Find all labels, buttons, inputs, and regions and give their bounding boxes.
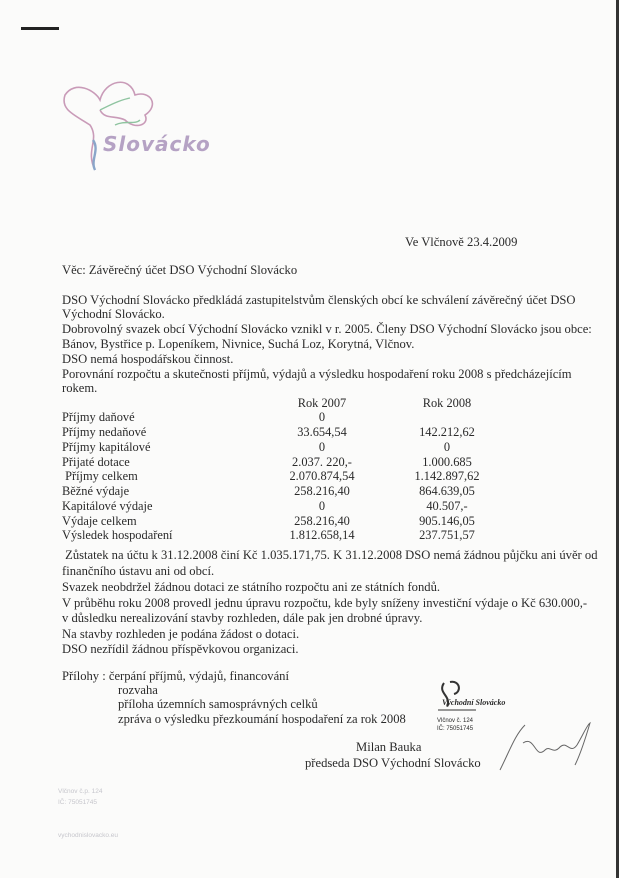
value-2008: 0: [443, 440, 451, 454]
row-label: Běžné výdaje: [62, 484, 130, 498]
scan-mark: [21, 27, 59, 30]
table-row: [62, 455, 582, 470]
value-2007: 2.070.874,54: [289, 469, 355, 483]
attachment-item: zpráva o výsledku přezkoumání hospodaření za rok 2008: [118, 712, 406, 726]
text-line: Svazek neobdržel žádnou dotaci ze státního rozpočtu ani ze státních fondů.: [62, 580, 441, 594]
table-row: [62, 469, 582, 484]
footer-line: Vlčnov č.p. 124: [58, 788, 103, 795]
text-line: Východní Slovácko.: [62, 307, 165, 321]
table-row: [62, 484, 582, 499]
value-2008: 40.507,-: [426, 499, 468, 513]
logo-text: Slovácko: [103, 132, 211, 156]
footer-line: vychodnislovacko.eu: [58, 832, 118, 839]
text-line: DSO nezřídil žádnou příspěvkovou organizaci.: [62, 642, 299, 656]
value-2007: 0: [318, 410, 326, 424]
table-row: [62, 425, 582, 440]
row-label: Příjmy kapitálové: [62, 440, 151, 454]
table-row: [62, 514, 582, 529]
text-line: v důsledku nerealizování stavby rozhleden, dále pak jen drobné úpravy.: [62, 611, 423, 625]
stamp-address: Vlčnov č. 124: [437, 718, 474, 724]
date-line: Ve Vlčnově 23.4.2009: [405, 235, 518, 249]
row-label: Příjmy nedaňové: [62, 425, 147, 439]
text-line: Zůstatek na účtu k 31.12.2008 činí Kč 1.035.171,75. K 31.12.2008 DSO nemá žádnou půjčku ani úvěr od: [62, 548, 598, 562]
value-2008: 1.142.897,62: [414, 469, 480, 483]
column-header: Rok 2007: [297, 396, 347, 410]
signatory-name: Milan Bauka: [356, 740, 422, 754]
text-line: DSO Východní Slovácko předkládá zastupitelstvům členských obcí ke schválení závěrečný účet DSO: [62, 293, 576, 307]
value-2007: 2.037. 220,-: [292, 455, 352, 469]
footer-contact: [58, 786, 118, 841]
value-2008: 237.751,57: [419, 528, 475, 542]
text-line: DSO nemá hospodářskou činnost.: [62, 352, 234, 366]
stamp-ic: IČ: 75051745: [437, 726, 474, 732]
text-line: Bánov, Bystřice p. Lopeníkem, Nivnice, Suchá Loz, Korytná, Vlčnov.: [62, 337, 415, 351]
attachment-item: rozvaha: [118, 683, 158, 697]
attachment-item: příloha územních samosprávných celků: [118, 697, 318, 711]
row-label: Přijaté dotace: [62, 455, 130, 469]
letterhead-logo: [55, 70, 211, 180]
table-row: [62, 528, 582, 543]
value-2008: 1.000.685: [422, 455, 472, 469]
stamp: [432, 678, 506, 740]
footer-line: [58, 819, 118, 830]
text-line: Na stavby rozhleden je podána žádost o dotaci.: [62, 627, 300, 641]
table-row: [62, 410, 582, 425]
row-label: Výdaje celkem: [62, 514, 137, 528]
footer-line: [58, 808, 118, 819]
row-label: Příjmy daňové: [62, 410, 135, 424]
handwritten-signature: [495, 715, 595, 780]
value-2007: 258.216,40: [294, 484, 350, 498]
attachments-label: Přílohy : čerpání příjmů, výdajů, financování: [62, 669, 289, 683]
value-2007: 0: [318, 499, 326, 513]
text-line: Porovnání rozpočtu a skutečnosti příjmů, výdajů a výsledku hospodaření roku 2008 s předcházejícím: [62, 367, 572, 381]
table-row: [62, 440, 582, 455]
row-label: Příjmy celkem: [62, 469, 138, 483]
text-line: rokem.: [62, 381, 98, 395]
signatory-title: předseda DSO Východní Slovácko: [305, 756, 481, 770]
stamp-name: Východní Slovácko: [442, 698, 506, 707]
table-header: [62, 396, 582, 411]
value-2008: 864.639,05: [419, 484, 475, 498]
column-header: Rok 2008: [422, 396, 472, 410]
row-label: Kapitálové výdaje: [62, 499, 153, 513]
value-2007: 1.812.658,14: [289, 528, 355, 542]
text-line: finančního ústavu ani od obcí.: [62, 564, 215, 578]
text-line: V průběhu roku 2008 provedl jednu úpravu rozpočtu, kde byly sníženy investiční výdaje o Kč 630.000,-: [62, 596, 588, 610]
text-line: Dobrovolný svazek obcí Východní Slovácko vznikl v r. 2005. Členy DSO Východní Slovácko jsou obce:: [62, 322, 592, 336]
value-2007: 0: [318, 440, 326, 454]
table-row: [62, 499, 582, 514]
value-2008: 905.146,05: [419, 514, 475, 528]
row-label: Výsledek hospodaření: [62, 528, 173, 542]
value-2007: 33.654,54: [297, 425, 347, 439]
footer-line: IČ: 75051745: [58, 799, 98, 806]
subject: Věc: Závěrečný účet DSO Východní Slovácko: [62, 263, 298, 277]
value-2008: 142.212,62: [419, 425, 475, 439]
value-2007: 258.216,40: [294, 514, 350, 528]
